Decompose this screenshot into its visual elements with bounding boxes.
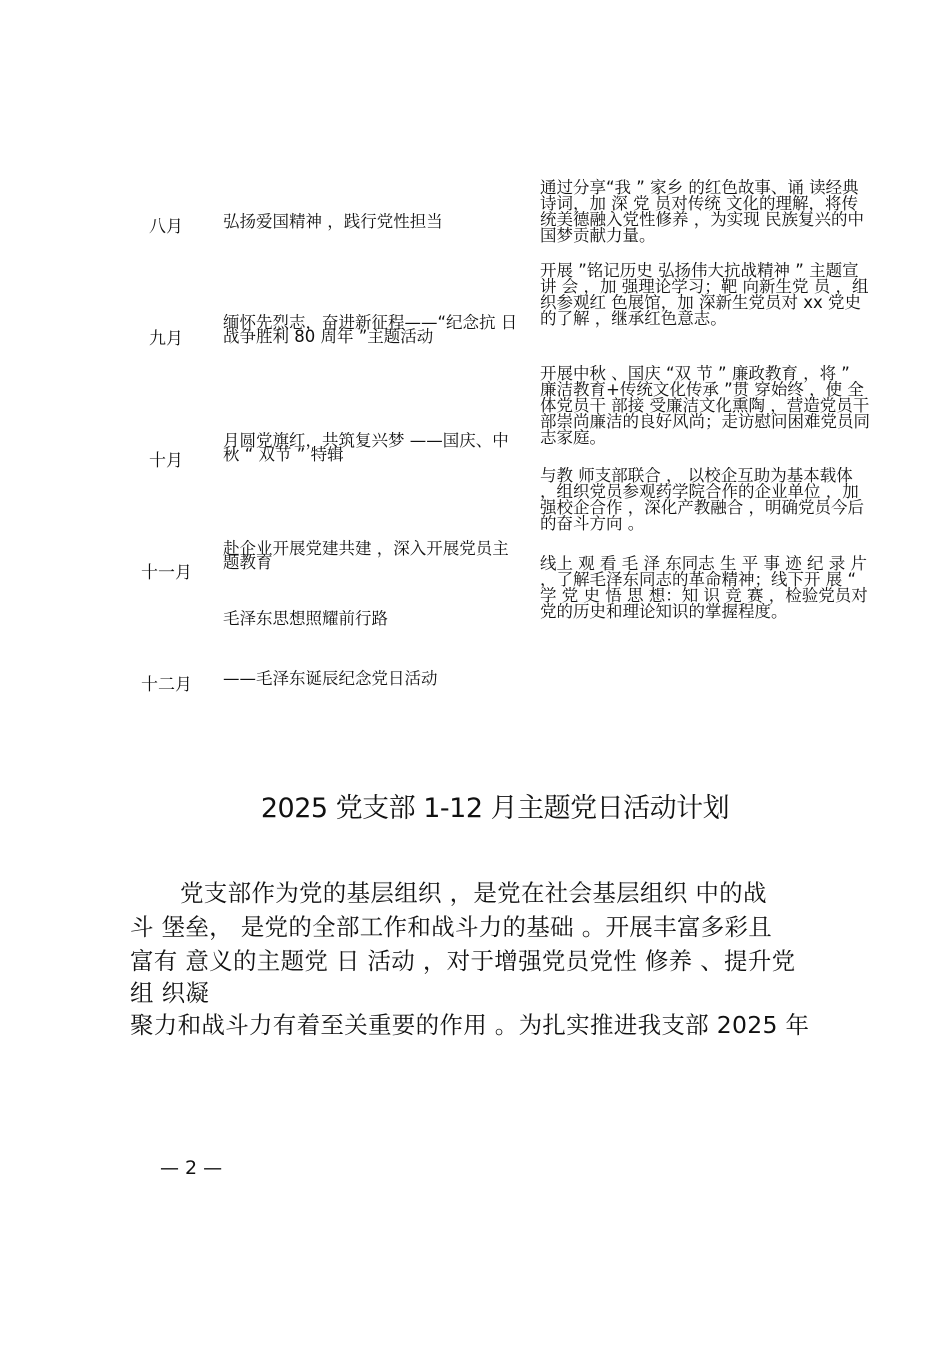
description-cell: 与教 师支部联合 ， 以校企互助为基本载体 ，组织党员参观药学院合作的企业单位 ，加强校企合作 ，深化产教融合 ，明确党员今后的奋斗方向 。: [540, 466, 864, 533]
month-cell: 九月: [149, 329, 183, 349]
document-title: 2025 党支部 1-12 月主题党日活动计划: [260, 793, 730, 824]
description-cell: 开展 ”铭记历史 弘扬伟大抗战精神 ” 主题宣讲 会 ，加 强理论学习；靶 向新生党 员 ，组织参观红 色展馆，加 深新生党员对 xx 党史的了解 ，继承红色意志。: [540, 261, 869, 328]
theme-cell: 毛泽东思想照耀前行路: [223, 609, 388, 628]
theme-cell-subtitle: ——毛泽东诞辰纪念党日活动: [223, 669, 438, 688]
page-number: — 2 —: [160, 1157, 223, 1179]
paragraph-line: 富有 意义的主题党 日 活动 ，对于增强党员党性 修养 、提升党: [130, 947, 796, 975]
theme-cell: 月圆党旗红，共筑复兴梦 ——国庆、中 秋 “ 双节 ” 特辑: [223, 431, 509, 464]
paragraph-line: 斗 堡垒， 是党的全部工作和战斗力的基础 。开展丰富多彩且: [130, 913, 773, 941]
paragraph-line: 党支部作为党的基层组织 ，是党在社会基层组织 中的战: [180, 879, 767, 907]
paragraph-line: 组 织凝: [130, 979, 210, 1007]
month-cell: 十月: [149, 451, 183, 471]
month-cell: 十一月: [141, 563, 192, 583]
description-cell: 通过分享“我 ” 家乡 的红色故事、诵 读经典诗词，加 深 党 员对传统 文化的理解，将传统美德融入党性修养 ，为实现 民族复兴的中国梦贡献力量。: [540, 178, 864, 245]
description-cell: 开展中秋 、国庆 “双 节 ” 廉政教育 ，将 ” 廉洁教育+传统文化传承 ”贯 穿始终 ，使 全体党员干 部接 受廉洁文化熏陶 ，营造党员干部崇尚廉洁的良好风尚；走访慰问困难党员同志家庭。: [540, 364, 870, 447]
description-cell: 线上 观 看 毛 泽 东同志 生 平 事 迹 纪 录 片 ，了解毛泽东同志的革命精神；线下开 展 “ 学 党 史 悟 思 想：知 识 竞 赛 ，检验党员对党的历史和理论知识的掌握程度。: [540, 554, 868, 621]
theme-cell: 弘扬爱国精神 ，践行党性担当: [223, 212, 443, 231]
theme-cell: 赴企业开展党建共建 ，深入开展党员主 题教育: [223, 539, 509, 572]
month-cell: 十二月: [141, 675, 192, 695]
paragraph-line: 聚力和战斗力有着至关重要的作用 。为扎实推进我支部 2025 年: [130, 1011, 810, 1039]
month-cell: 八月: [149, 217, 183, 237]
theme-cell: 缅怀先烈志，奋进新征程——“纪念抗 日战争胜利 80 周年 ”主题活动: [223, 313, 518, 346]
